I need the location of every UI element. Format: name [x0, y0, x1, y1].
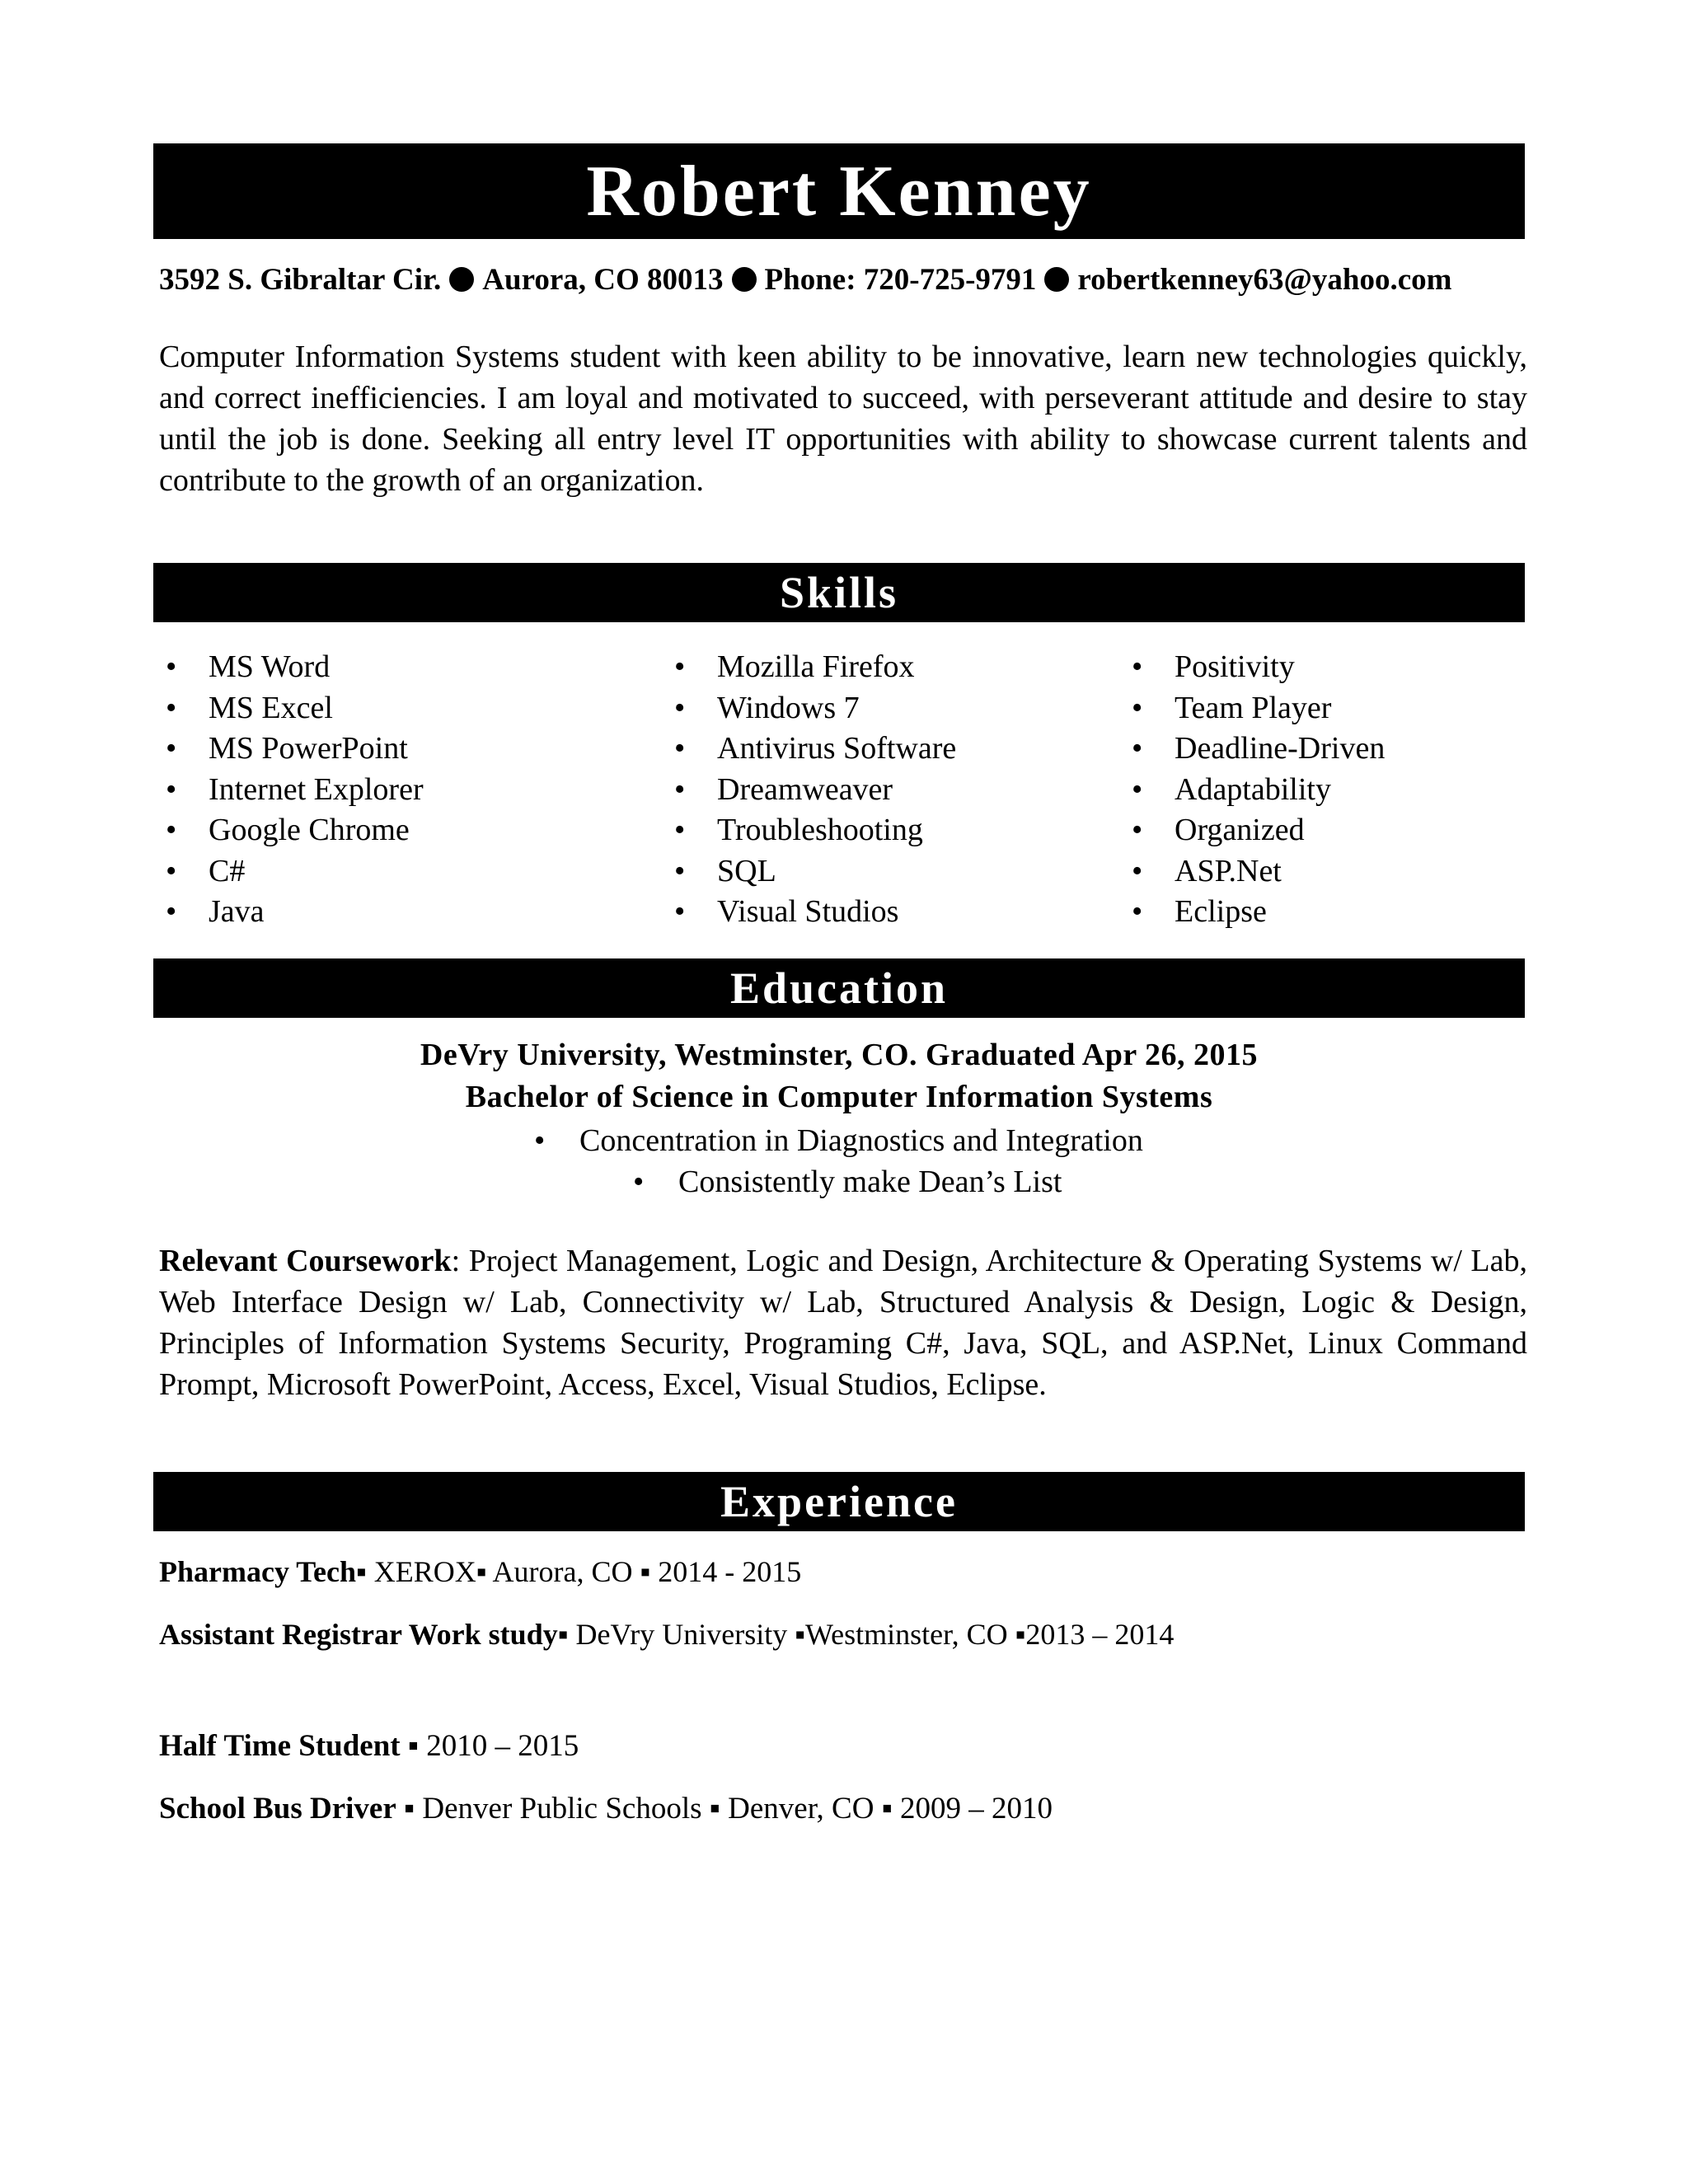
skill-item: • SQL [668, 851, 956, 893]
skill-item: • Windows 7 [668, 688, 956, 729]
skill-item: • Dreamweaver [668, 770, 956, 811]
education-bullet [633, 1164, 1062, 1200]
education-heading-label: Education [729, 963, 949, 1013]
job-title: Assistant Registrar Work study [159, 1618, 558, 1651]
skill-item: • C# [159, 851, 424, 893]
education-heading [153, 958, 1525, 1018]
skill-item: • Organized [1125, 810, 1385, 851]
experience-heading-label: Experience [720, 1477, 958, 1526]
job-details: ▪ Denver Public Schools ▪ Denver, CO ▪ 2009 – 2010 [396, 1792, 1053, 1825]
summary-paragraph: Computer Information Systems student with keen ability to be innovative, learn new technologies quickly, and correct inefficiencies. I am loyal and motivated to succeed, with perseverant attitude and desire to stay until the job is done. Seeking all entry level IT opportunities with ability to showcase current talents and contribute to the growth of an organization. [159, 340, 1527, 498]
job-title: School Bus Driver [159, 1792, 396, 1825]
contact-city: Aurora, CO 80013 [482, 263, 724, 297]
skill-item: • MS Excel [159, 688, 424, 729]
skills-heading [153, 563, 1525, 622]
skills-column-1 [159, 647, 424, 933]
education-bullet-text: Consistently make Dean’s List [678, 1165, 1062, 1199]
skill-item: • Java [159, 892, 424, 933]
job-details: ▪ DeVry University ▪Westminster, CO ▪2013 – 2014 [557, 1618, 1175, 1651]
skill-item: • Team Player [1125, 688, 1385, 729]
experience-entry [159, 1554, 801, 1589]
contact-address: 3592 S. Gibraltar Cir. [159, 263, 442, 297]
skill-item: • Troubleshooting [668, 810, 956, 851]
coursework-label: Relevant Coursework [159, 1244, 452, 1278]
skill-item: • ASP.Net [1125, 851, 1385, 893]
education-bullet [534, 1122, 1143, 1159]
candidate-name: Robert Kenney [586, 151, 1092, 232]
skill-item: • Internet Explorer [159, 770, 424, 811]
relevant-coursework [159, 1240, 1527, 1405]
skill-item: • Deadline-Driven [1125, 729, 1385, 770]
bullet-dot-icon [449, 267, 474, 292]
contact-email: robertkenney63@yahoo.com [1077, 263, 1452, 297]
skill-item: • Mozilla Firefox [668, 647, 956, 688]
skill-item: • Antivirus Software [668, 729, 956, 770]
skills-column-2 [668, 647, 956, 933]
skill-item: • MS Word [159, 647, 424, 688]
experience-entry [159, 1617, 1174, 1652]
job-title: Half Time Student [159, 1729, 401, 1763]
bullet-icon: • [534, 1123, 546, 1158]
skills-column-3 [1125, 647, 1385, 933]
bullet-icon: • [633, 1165, 645, 1199]
job-details: ▪ XEROX▪ Aurora, CO ▪ 2014 - 2015 [356, 1555, 802, 1588]
name-banner [153, 143, 1525, 239]
skill-item: • Visual Studios [668, 892, 956, 933]
skill-item: • Google Chrome [159, 810, 424, 851]
experience-entry [159, 1728, 579, 1764]
bullet-dot-icon [732, 267, 757, 292]
skill-item: • Positivity [1125, 647, 1385, 688]
contact-phone: Phone: 720-725-9791 [764, 263, 1037, 297]
experience-entry [159, 1791, 1053, 1826]
coursework-text: : Project Management, Logic and Design, Architecture & Operating Systems w/ Lab, Web Interface Design w/ Lab, Connectivity w/ Lab, Structured Analysis & Design, Logic & Design, Principles of Information Systems Security, Programing C#, Java, SQL, and ASP.Net, Linux Command Prompt, Microsoft PowerPoint, Access, Excel, Visual Studios, Eclipse. [159, 1244, 1528, 1402]
job-title: Pharmacy Tech [159, 1555, 356, 1588]
bullet-dot-icon [1044, 267, 1069, 292]
education-school: DeVry University, Westminster, CO. Graduated Apr 26, 2015 [420, 1038, 1259, 1072]
education-degree: Bachelor of Science in Computer Information Systems [465, 1080, 1213, 1114]
skills-heading-label: Skills [779, 568, 899, 617]
education-bullet-text: Concentration in Diagnostics and Integration [579, 1123, 1143, 1158]
skill-item: • Eclipse [1125, 892, 1385, 933]
skill-item: • MS PowerPoint [159, 729, 424, 770]
job-details: ▪ 2010 – 2015 [400, 1729, 579, 1763]
skill-item: • Adaptability [1125, 770, 1385, 811]
experience-heading [153, 1472, 1525, 1531]
contact-line [159, 262, 1527, 298]
